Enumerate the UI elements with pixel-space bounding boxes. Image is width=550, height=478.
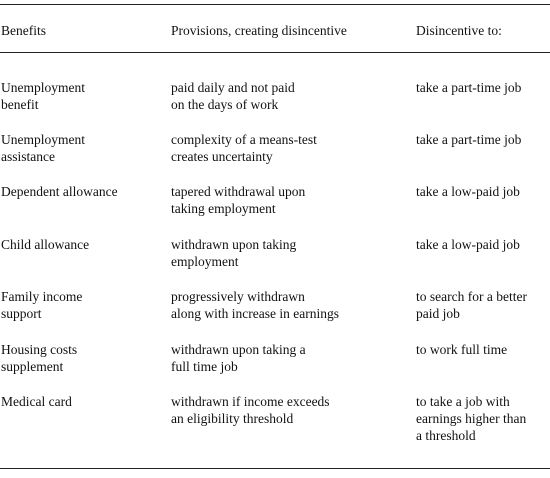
benefit-cell — [1, 236, 89, 253]
table-row — [0, 341, 550, 391]
cell-line: withdrawn upon taking a — [171, 342, 306, 357]
cell-line: a threshold — [416, 428, 476, 443]
disincentive-cell — [416, 236, 520, 253]
table-top-rule — [0, 4, 550, 5]
cell-line: paid daily and not paid — [171, 80, 295, 95]
cell-line: tapered withdrawal upon — [171, 184, 306, 199]
provision-cell — [171, 393, 330, 427]
cell-line: take a part-time job — [416, 80, 522, 95]
provision-cell — [171, 236, 296, 270]
cell-line: Medical card — [1, 394, 72, 409]
header-disincentive: Disincentive to: — [416, 23, 502, 38]
cell-line: an eligibility threshold — [171, 411, 294, 426]
table-row — [0, 288, 550, 338]
cell-line: Dependent allowance — [1, 184, 118, 199]
benefit-cell — [1, 79, 85, 113]
cell-line: Unemployment — [1, 132, 85, 147]
header-benefits: Benefits — [1, 23, 46, 38]
disincentive-cell — [416, 393, 526, 444]
cell-line: employment — [171, 254, 239, 269]
disincentive-cell — [416, 79, 521, 96]
cell-line: take a low-paid job — [416, 184, 520, 199]
cell-line: withdrawn if income exceeds — [171, 394, 330, 409]
table-bottom-rule — [0, 468, 550, 469]
cell-line: Unemployment — [1, 80, 85, 95]
cell-line: complexity of a means-test — [171, 132, 317, 147]
cell-line: to take a job with — [416, 394, 510, 409]
cell-line: supplement — [1, 359, 64, 374]
table-row — [0, 183, 550, 233]
cell-line: creates uncertainty — [171, 149, 273, 164]
cell-line: Child allowance — [1, 237, 90, 252]
table-header-rule — [0, 52, 550, 53]
cell-line: earnings higher than — [416, 411, 527, 426]
disincentive-cell — [416, 183, 520, 200]
disincentive-cell — [416, 131, 521, 148]
cell-line: assistance — [1, 149, 55, 164]
benefit-cell — [1, 288, 82, 322]
provision-cell — [171, 131, 317, 165]
cell-line: to search for a better — [416, 289, 527, 304]
cell-line: support — [1, 306, 42, 321]
provision-cell — [171, 341, 306, 375]
disincentive-cell — [416, 288, 527, 322]
table-row — [0, 79, 550, 129]
cell-line: paid job — [416, 306, 460, 321]
cell-line: to work full time — [416, 342, 508, 357]
disincentive-cell — [416, 341, 507, 358]
cell-line: Family income — [1, 289, 83, 304]
table-row — [0, 236, 550, 286]
table-row — [0, 393, 550, 443]
cell-line: benefit — [1, 97, 39, 112]
cell-line: Housing costs — [1, 342, 78, 357]
provision-cell — [171, 288, 339, 322]
header-provisions: Provisions, creating disincentive — [171, 23, 347, 38]
cell-line: take a part-time job — [416, 132, 522, 147]
cell-line: taking employment — [171, 201, 276, 216]
provision-cell — [171, 79, 295, 113]
table-row — [0, 131, 550, 181]
provision-cell — [171, 183, 305, 217]
cell-line: progressively withdrawn — [171, 289, 305, 304]
benefit-cell — [1, 393, 72, 410]
benefit-cell — [1, 183, 118, 200]
benefit-cell — [1, 341, 77, 375]
cell-line: withdrawn upon taking — [171, 237, 297, 252]
cell-line: along with increase in earnings — [171, 306, 339, 321]
benefit-cell — [1, 131, 85, 165]
cell-line: take a low-paid job — [416, 237, 520, 252]
cell-line: on the days of work — [171, 97, 279, 112]
cell-line: full time job — [171, 359, 238, 374]
